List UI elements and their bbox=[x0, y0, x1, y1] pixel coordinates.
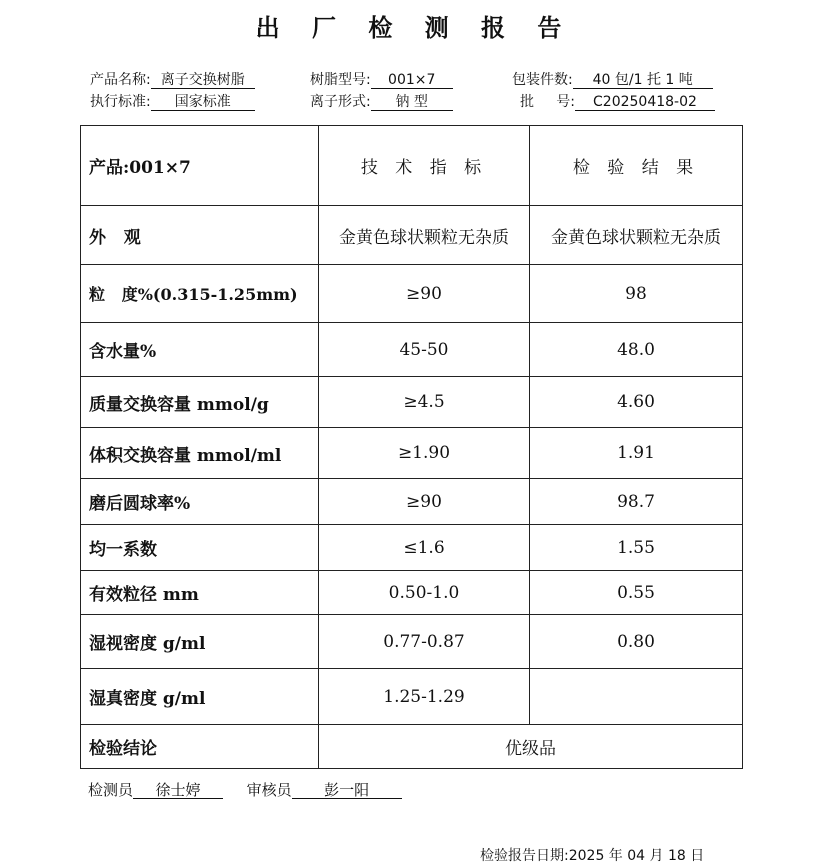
row-item: 均一系数 bbox=[81, 525, 319, 571]
row-result: 48.0 bbox=[530, 323, 743, 377]
signatures bbox=[88, 779, 402, 800]
batch-field bbox=[520, 91, 715, 111]
row-result bbox=[530, 669, 743, 725]
product-name-value: 离子交换树脂 bbox=[151, 73, 255, 89]
row-item: 质量交换容量 mmol/g bbox=[81, 377, 319, 428]
table-row bbox=[81, 525, 743, 571]
row-result: 0.55 bbox=[530, 571, 743, 615]
row-result: 1.55 bbox=[530, 525, 743, 571]
product-name-label: 产品名称: bbox=[90, 72, 151, 88]
inspection-table bbox=[80, 125, 743, 769]
ion-form-field bbox=[310, 91, 453, 111]
row-item: 外 观 bbox=[81, 206, 319, 265]
inspector-label: 检测员 bbox=[88, 781, 134, 799]
header-product: 产品:001×7 bbox=[81, 126, 319, 206]
row-item: 有效粒径 mm bbox=[81, 571, 319, 615]
row-item: 磨后圆球率% bbox=[81, 479, 319, 525]
row-spec: ≥90 bbox=[319, 265, 530, 323]
table-row bbox=[81, 479, 743, 525]
row-result: 金黄色球状颗粒无杂质 bbox=[530, 206, 743, 265]
table-row bbox=[81, 571, 743, 615]
row-item: 含水量% bbox=[81, 323, 319, 377]
row-result: 4.60 bbox=[530, 377, 743, 428]
row-spec: 金黄色球状颗粒无杂质 bbox=[319, 206, 530, 265]
table-row bbox=[81, 265, 743, 323]
inspector-name: 徐士婷 bbox=[133, 782, 223, 799]
standard-value: 国家标准 bbox=[151, 95, 255, 111]
reviewer-label: 审核员 bbox=[246, 781, 292, 799]
product-name-field bbox=[90, 69, 255, 89]
row-spec: 0.50-1.0 bbox=[319, 571, 530, 615]
package-value: 40 包/1 托 1 吨 bbox=[573, 73, 713, 89]
ion-form-label: 离子形式: bbox=[310, 94, 371, 110]
resin-model-value: 001×7 bbox=[371, 73, 453, 89]
table-row bbox=[81, 323, 743, 377]
row-item: 体积交换容量 mmol/ml bbox=[81, 428, 319, 479]
standard-label: 执行标准: bbox=[90, 94, 151, 110]
report-title: 出 厂 检 测 报 告 bbox=[255, 14, 574, 42]
conclusion-row bbox=[81, 725, 743, 769]
row-result: 98 bbox=[530, 265, 743, 323]
row-item: 粒 度%(0.315-1.25mm) bbox=[81, 265, 319, 323]
row-spec: ≥4.5 bbox=[319, 377, 530, 428]
table-row bbox=[81, 206, 743, 265]
report-date: 检验报告日期:2025 年 04 月 18 日 bbox=[480, 848, 705, 864]
table-row bbox=[81, 669, 743, 725]
header-spec: 技 术 指 标 bbox=[319, 126, 530, 206]
reviewer-name: 彭一阳 bbox=[292, 782, 402, 799]
conclusion-label: 检验结论 bbox=[81, 725, 319, 769]
row-spec: 0.77-0.87 bbox=[319, 615, 530, 669]
table-header-row bbox=[81, 126, 743, 206]
row-result: 98.7 bbox=[530, 479, 743, 525]
ion-form-value: 钠 型 bbox=[371, 95, 453, 111]
resin-model-field bbox=[310, 69, 453, 89]
table-row bbox=[81, 428, 743, 479]
package-label: 包装件数: bbox=[512, 72, 573, 88]
row-result: 0.80 bbox=[530, 615, 743, 669]
header-result: 检 验 结 果 bbox=[530, 126, 743, 206]
table-row bbox=[81, 615, 743, 669]
resin-model-label: 树脂型号: bbox=[310, 72, 371, 88]
batch-label: 批 号: bbox=[520, 94, 575, 110]
row-spec: ≥90 bbox=[319, 479, 530, 525]
standard-field bbox=[90, 91, 255, 111]
row-spec: 1.25-1.29 bbox=[319, 669, 530, 725]
conclusion-value: 优级品 bbox=[319, 725, 743, 769]
row-result: 1.91 bbox=[530, 428, 743, 479]
package-field bbox=[512, 69, 713, 89]
row-spec: ≥1.90 bbox=[319, 428, 530, 479]
table-row bbox=[81, 377, 743, 428]
row-spec: ≤1.6 bbox=[319, 525, 530, 571]
batch-value: C20250418-02 bbox=[575, 95, 715, 111]
row-spec: 45-50 bbox=[319, 323, 530, 377]
row-item: 湿真密度 g/ml bbox=[81, 669, 319, 725]
row-item: 湿视密度 g/ml bbox=[81, 615, 319, 669]
